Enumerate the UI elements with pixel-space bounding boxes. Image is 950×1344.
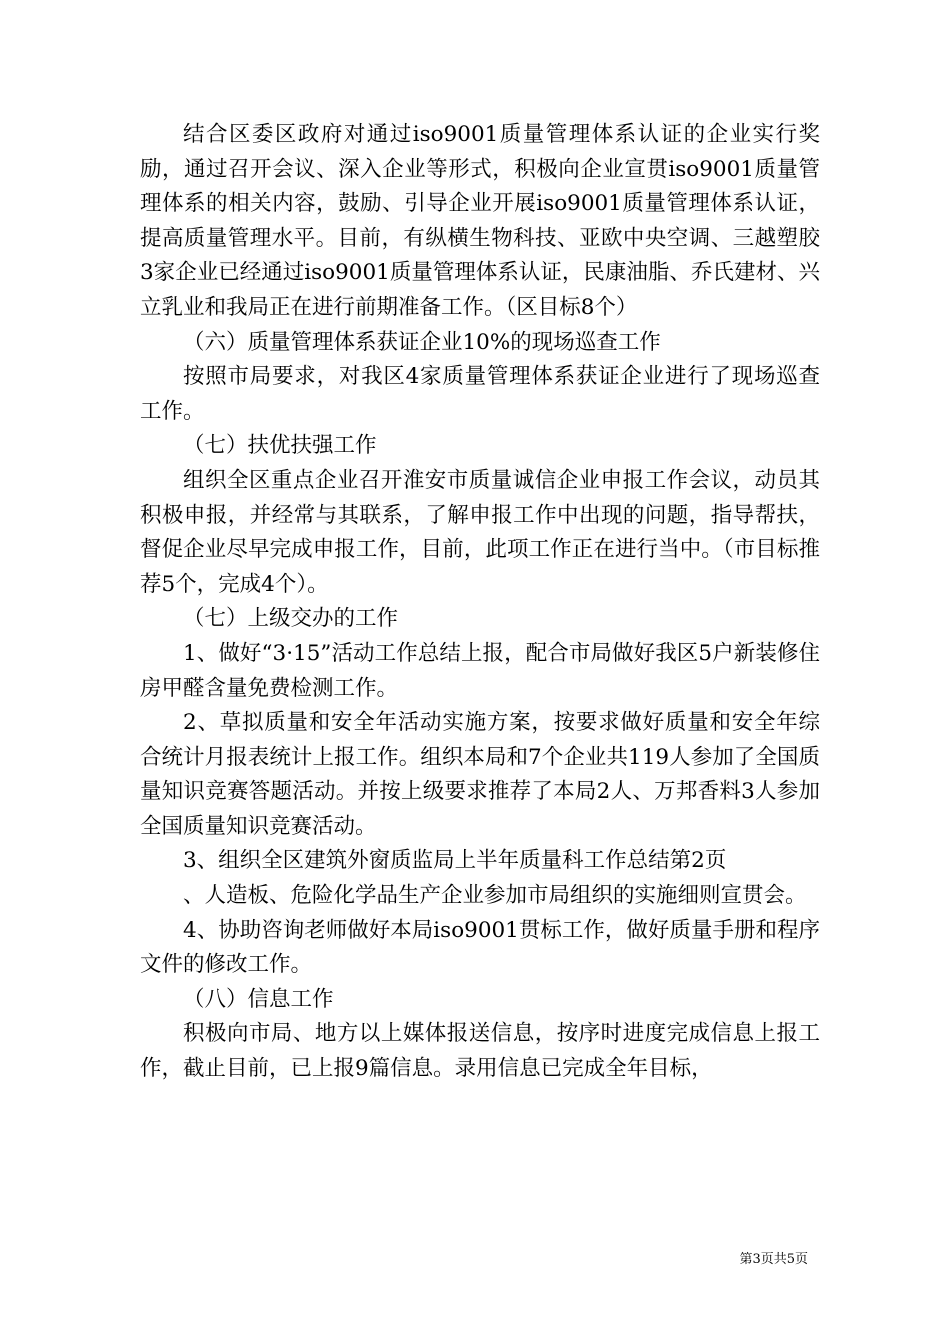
paragraph-support: 组织全区重点企业召开淮安市质量诚信企业申报工作会议，动员其积极申报，并经常与其联系，了解申报工作中出现的问题，指导帮扶，督促企业尽早完成申报工作，目前，此项工作正在进行当中。（市目标推荐5个，完成4个）。: [140, 467, 820, 597]
section-heading-information: （八）信息工作: [183, 986, 334, 1012]
list-item-4: 4、协助咨询老师做好本局iso9001贯标工作，做好质量手册和程序文件的修改工作。: [140, 917, 820, 978]
paragraph-information: 积极向市局、地方以上媒体报送信息，按序时进度完成信息上报工作，截止目前，已上报9篇信息。录用信息已完成全年目标，: [140, 1021, 820, 1082]
list-item-1: 1、做好“3·15”活动工作总结上报，配合市局做好我区5户新装修住房甲醛含量免费检测工作。: [140, 640, 820, 701]
section-heading-assigned-work: （七）上级交办的工作: [183, 606, 399, 632]
list-item-2: 2、草拟质量和安全年活动实施方案，按要求做好质量和安全年综合统计月报表统计上报工作。组织本局和7个企业共119人参加了全国质量知识竞赛答题活动。并按上级要求推荐了本局2人、万邦香料3人参加全国质量知识竞赛活动。: [140, 710, 820, 839]
section-heading-inspection: （六）质量管理体系获证企业10%的现场巡查工作: [183, 329, 661, 355]
list-item-3: 3、组织全区建筑外窗质监局上半年质量科工作总结第2页: [183, 848, 727, 874]
document-body: [140, 118, 820, 1087]
paragraph-iso9001-reward: 结合区委区政府对通过iso9001质量管理体系认证的企业实行奖励，通过召开会议、深入企业等形式，积极向企业宣贯iso9001质量管理体系的相关内容，鼓励、引导企业开展iso9001质量管理体系认证，提高质量管理水平。目前，有纵横生物科技、亚欧中央空调、三越塑胶3家企业已经通过iso9001质量管理体系认证，民康油脂、乔氏建材、兴立乳业和我局正在进行前期准备工作。（区目标8个）: [140, 122, 820, 320]
paragraph-inspection: 按照市局要求，对我区4家质量管理体系获证企业进行了现场巡查工作。: [140, 364, 820, 424]
page-number: 第3页共5页: [739, 1252, 808, 1267]
section-heading-support: （七）扶优扶强工作: [183, 433, 377, 459]
list-item-3-continued: 、人造板、危险化学品生产企业参加市局组织的实施细则宣贯会。: [183, 883, 807, 909]
